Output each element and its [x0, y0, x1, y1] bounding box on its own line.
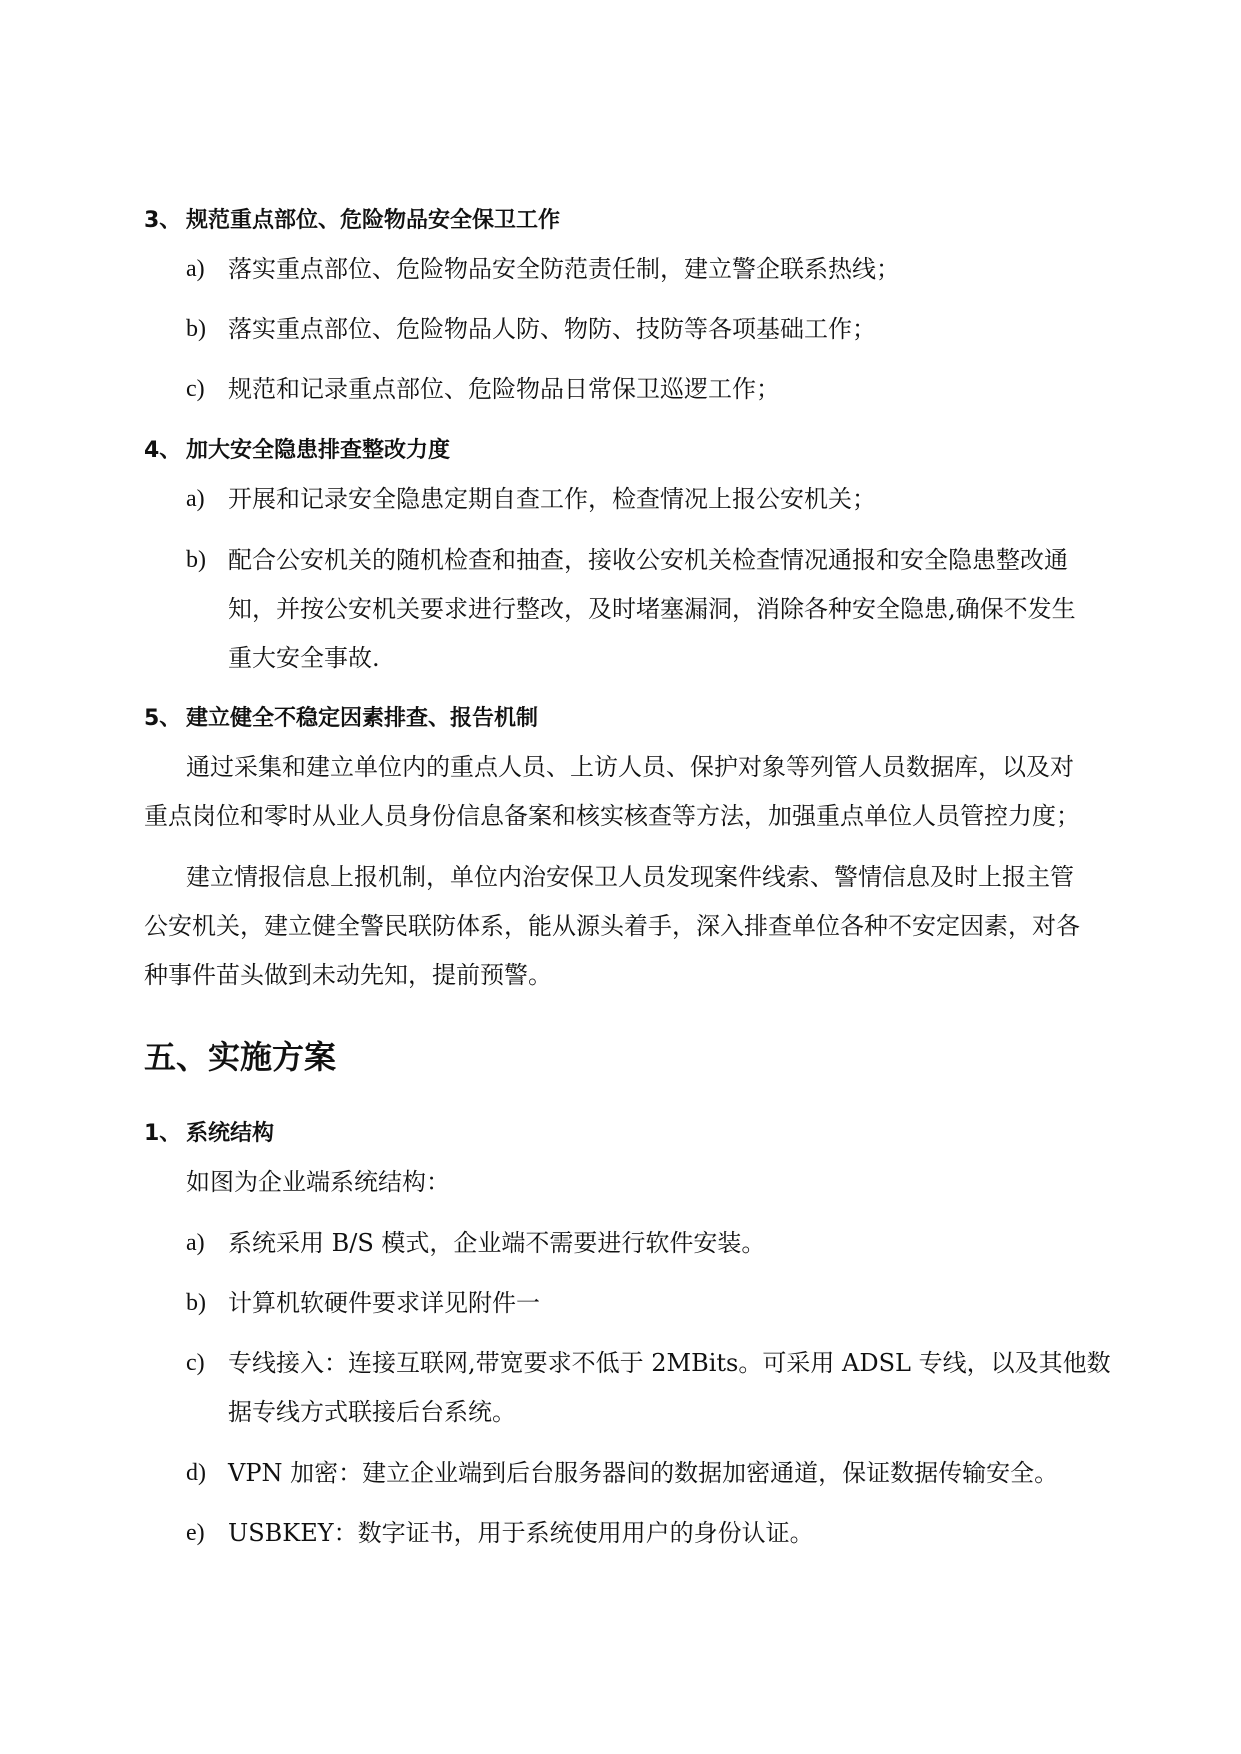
section-5-number: 5、	[144, 706, 182, 731]
list-item-text: 落实重点部位、危险物品人防、物防、技防等各项基础工作；	[228, 315, 876, 343]
list-item-text-line-1: 配合公安机关的随机检查和抽查，接收公安机关检查情况通报和安全隐患整改通	[228, 546, 1068, 574]
list-item-label: a)	[186, 486, 205, 512]
section-3-number: 3、	[144, 208, 182, 233]
intro-text: 如图为企业端系统结构：	[186, 1168, 450, 1196]
list-item-text: 落实重点部位、危险物品安全防范责任制，建立警企联系热线；	[228, 255, 900, 283]
list-item-text: USBKEY：数字证书，用于系统使用用户的身份认证。	[228, 1519, 814, 1547]
list-item-label: d)	[186, 1460, 206, 1486]
section-4-number: 4、	[144, 438, 182, 463]
paragraph-line: 种事件苗头做到未动先知，提前预警。	[144, 961, 552, 989]
list-item-label: e)	[186, 1520, 205, 1546]
paragraph-line: 通过采集和建立单位内的重点人员、上访人员、保护对象等列管人员数据库，以及对	[186, 753, 1074, 781]
list-item-label: b)	[186, 1290, 206, 1316]
list-item-label: c)	[186, 1350, 205, 1376]
list-item-text: 规范和记录重点部位、危险物品日常保卫巡逻工作；	[228, 375, 780, 403]
paragraph-line: 重点岗位和零时从业人员身份信息备案和核实核查等方法，加强重点单位人员管控力度；	[144, 802, 1080, 830]
list-item-label: b)	[186, 547, 206, 573]
subsection-1-heading: 系统结构	[186, 1121, 275, 1146]
list-item-label: c)	[186, 376, 205, 402]
section-5-heading: 建立健全不稳定因素排查、报告机制	[186, 706, 539, 731]
list-item-text: 开展和记录安全隐患定期自查工作，检查情况上报公安机关；	[228, 485, 876, 513]
paragraph-line: 公安机关，建立健全警民联防体系，能从源头着手，深入排查单位各种不安定因素，对各	[144, 912, 1080, 940]
list-item-text-line-1: 专线接入：连接互联网,带宽要求不低于 2MBits。可采用 ADSL 专线，以及其他数	[228, 1349, 1111, 1377]
list-item-text: 系统采用 B/S 模式，企业端不需要进行软件安装。	[228, 1229, 766, 1257]
list-item-label: b)	[186, 316, 206, 342]
paragraph-line: 建立情报信息上报机制，单位内治安保卫人员发现案件线索、警情信息及时上报主管	[186, 863, 1074, 891]
list-item-text-line-2: 知，并按公安机关要求进行整改，及时堵塞漏洞，消除各种安全隐患,确保不发生	[228, 595, 1076, 623]
subsection-1-number: 1、	[144, 1121, 182, 1146]
section-3-heading: 规范重点部位、危险物品安全保卫工作	[186, 208, 561, 233]
list-item-text: VPN 加密：建立企业端到后台服务器间的数据加密通道，保证数据传输安全。	[228, 1459, 1059, 1487]
list-item-text: 计算机软硬件要求详见附件一	[228, 1289, 540, 1317]
section-4-heading: 加大安全隐患排查整改力度	[186, 438, 451, 463]
list-item-text-line-2: 据专线方式联接后台系统。	[228, 1398, 516, 1426]
list-item-label: a)	[186, 1230, 205, 1256]
list-item-text-line-3: 重大安全事故.	[228, 644, 380, 672]
chapter-heading: 五、实施方案	[144, 1038, 337, 1076]
list-item-label: a)	[186, 256, 205, 282]
